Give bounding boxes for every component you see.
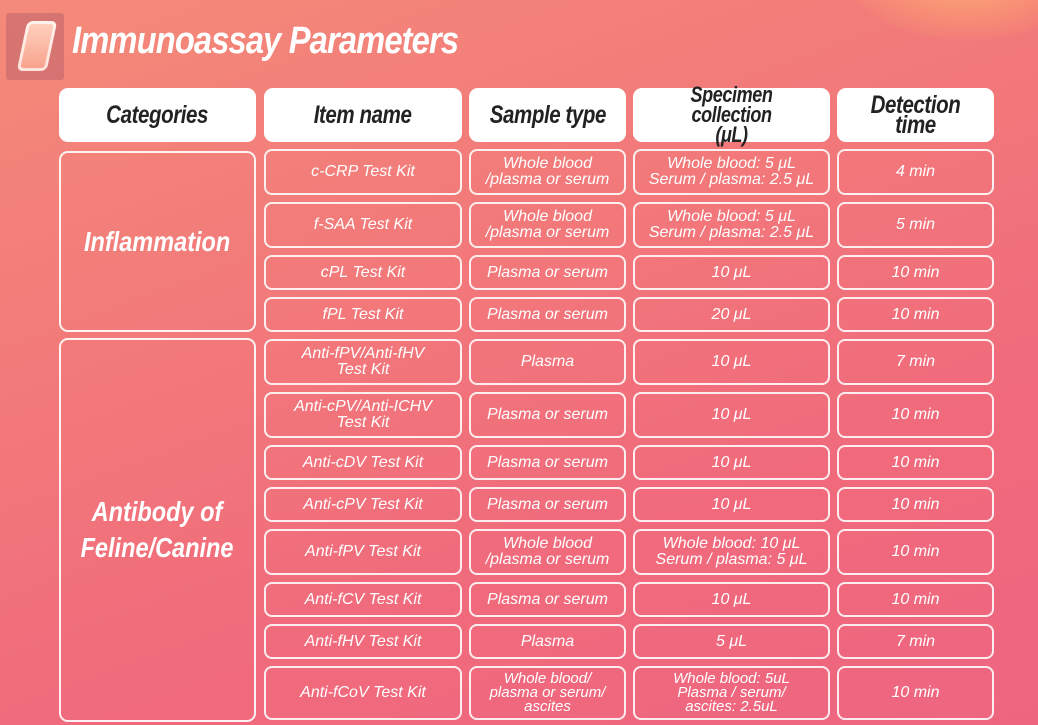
detection-time-cell: 10 min: [837, 255, 994, 290]
specimen-cell: 10 μL: [633, 392, 830, 438]
header-specimen-collection: Specimen collection (μL): [633, 88, 830, 142]
detection-time-cell: 10 min: [837, 487, 994, 522]
detection-time-cell: 10 min: [837, 297, 994, 332]
detection-time-cell: 10 min: [837, 392, 994, 438]
detection-time-cell: 7 min: [837, 339, 994, 385]
sample-type-cell: Whole blood /plasma or serum: [469, 202, 626, 248]
sample-type-cell: Plasma or serum: [469, 487, 626, 522]
sample-type-cell: Plasma: [469, 339, 626, 385]
specimen-cell: Whole blood: 5 μL Serum / plasma: 2.5 μL: [633, 202, 830, 248]
detection-time-cell: 10 min: [837, 666, 994, 720]
sample-type-cell: Plasma or serum: [469, 445, 626, 480]
sample-type-cell: Plasma or serum: [469, 392, 626, 438]
item-name-cell: Anti-fCV Test Kit: [264, 582, 462, 617]
detection-time-cell: 4 min: [837, 149, 994, 195]
header-sample-type: Sample type: [469, 88, 626, 142]
sample-type-cell: Plasma or serum: [469, 582, 626, 617]
header-item-name: Item name: [264, 88, 462, 142]
specimen-cell: Whole blood: 10 μL Serum / plasma: 5 μL: [633, 529, 830, 575]
specimen-cell: 10 μL: [633, 339, 830, 385]
item-name-cell: c-CRP Test Kit: [264, 149, 462, 195]
sample-type-cell: Whole blood /plasma or serum: [469, 149, 626, 195]
category-inflammation: Inflammation: [59, 151, 256, 332]
item-name-cell: Anti-cPV Test Kit: [264, 487, 462, 522]
header-detection-time: Detection time: [837, 88, 994, 142]
logo-icon: [6, 13, 64, 80]
specimen-cell: 20 μL: [633, 297, 830, 332]
specimen-cell: 10 μL: [633, 255, 830, 290]
specimen-cell: 10 μL: [633, 445, 830, 480]
item-name-cell: fPL Test Kit: [264, 297, 462, 332]
detection-time-cell: 5 min: [837, 202, 994, 248]
item-name-cell: Anti-cPV/Anti-ICHV Test Kit: [264, 392, 462, 438]
specimen-cell: Whole blood: 5uL Plasma / serum/ ascites: 2.5uL: [633, 666, 830, 720]
detection-time-cell: 10 min: [837, 529, 994, 575]
specimen-cell: 5 μL: [633, 624, 830, 659]
corner-glow: [838, 0, 1038, 40]
item-name-cell: Anti-cDV Test Kit: [264, 445, 462, 480]
sample-type-cell: Plasma: [469, 624, 626, 659]
category-antibody: Antibody of Feline/Canine: [59, 338, 256, 722]
sample-type-cell: Plasma or serum: [469, 297, 626, 332]
item-name-cell: Anti-fCoV Test Kit: [264, 666, 462, 720]
item-name-cell: f-SAA Test Kit: [264, 202, 462, 248]
specimen-cell: 10 μL: [633, 487, 830, 522]
item-name-cell: Anti-fPV Test Kit: [264, 529, 462, 575]
sample-type-cell: Whole blood/ plasma or serum/ ascites: [469, 666, 626, 720]
specimen-cell: Whole blood: 5 μL Serum / plasma: 2.5 μL: [633, 149, 830, 195]
detection-time-cell: 10 min: [837, 445, 994, 480]
page-title: Immunoassay Parameters: [72, 20, 459, 62]
detection-time-cell: 10 min: [837, 582, 994, 617]
item-name-cell: Anti-fHV Test Kit: [264, 624, 462, 659]
sample-type-cell: Plasma or serum: [469, 255, 626, 290]
sample-type-cell: Whole blood /plasma or serum: [469, 529, 626, 575]
detection-time-cell: 7 min: [837, 624, 994, 659]
item-name-cell: Anti-fPV/Anti-fHV Test Kit: [264, 339, 462, 385]
specimen-cell: 10 μL: [633, 582, 830, 617]
item-name-cell: cPL Test Kit: [264, 255, 462, 290]
header-categories: Categories: [59, 88, 256, 142]
